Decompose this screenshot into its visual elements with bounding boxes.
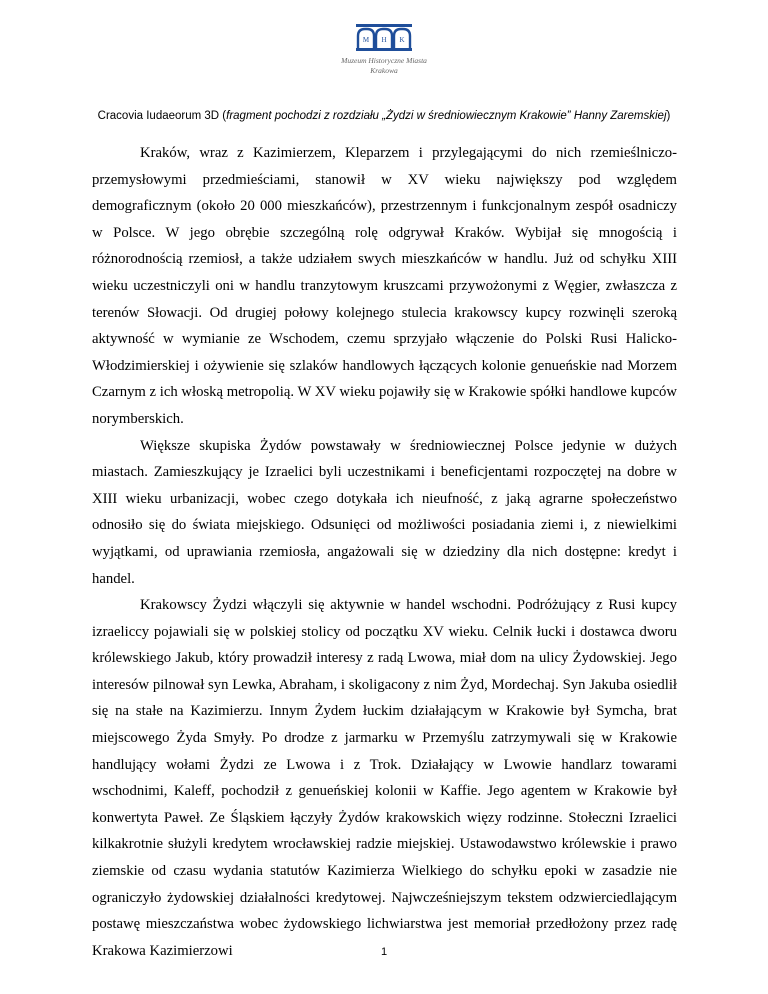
logo-letter-k: K	[399, 36, 405, 44]
source-italic: fragment pochodzi z rozdziału „Żydzi w średniowiecznym Krakowie” Hanny Zaremskiej	[226, 110, 667, 122]
museum-logo	[338, 20, 430, 76]
logo-letter-h: H	[381, 36, 387, 44]
paragraph-3: Krakowscy Żydzi włączyli się aktywnie w handel wschodni. Podróżujący z Rusi kupcy izraeliccy pojawiali się w polskiej stolicy od początku XV wieku. Celnik łucki i dostawca dworu królewskiego Jakub, który prowadził interesy z radą Lwowa, miał dom na ulicy Żydowskiej. Jego interesów pilnował syn Lewka, Abraham, i skoligacony z nim Żyd, Mordechaj. Syn Jakuba osiedlił się na stałe na Kazimierzu. Innym Żydem łuckim działającym w Krakowie był Symcha, brat miejscowego Żyda Smyły. Po drodze z jarmarku w Przemyślu zatrzymywali się w Krakowie handlujący wołami Żydzi ze Lwowa i z Trok. Działający w Lwowie handlarz towarami wschodnimi, Kaleff, pochodził z genueńskiej kolonii w Kaffie. Jego agentem w Krakowie był konwertyta Paweł. Ze Śląskiem łączyły Żydów krakowskich więzy rodzinne. Stołeczni Izraelici kilkakrotnie służyli kredytem wrocławskiej radzie miejskiej. Ustawodawstwo królewskie i prawo ziemskie od czasu wydania statutów Kazimierza Wielkiego do schyłku epoki w zasadzie nie ograniczyło żydowskiej działalności kredytowej. Najwcześniejszym tekstem odzwierciedlającym postawę mieszczaństwa wobec żydowskiego lichwiarstwa jest memoriał przedłożony przez radę Krakowa Kazimierzowi	[92, 597, 677, 959]
museum-logo-icon	[354, 20, 414, 56]
source-prefix: Cracovia Iudaeorum 3D (	[97, 110, 227, 122]
document-body	[92, 140, 677, 964]
logo-caption-line2: Krakowa	[370, 66, 398, 75]
source-suffix: )	[666, 110, 671, 122]
logo-letter-m: M	[362, 36, 370, 44]
logo-caption-line1: Muzeum Historyczne Miasta	[341, 56, 427, 65]
paragraph-1: Kraków, wraz z Kazimierzem, Kleparzem i przylegającymi do nich rzemieślniczo-przemysłowymi przedmieściami, stanowił w XV wieku największy pod względem demograficznym (około 20 000 mieszkańców), przestrzennym i funkcjonalnym zespół osadniczy w Polsce. W jego obrębie szczególną rolę odgrywał Kraków. Wybijał się mnogością i różnorodnością rzemiosł, a także udziałem swych mieszkańców w handlu. Już od schyłku XIII wieku uczestniczyli oni w handlu tranzytowym kruszcami przywożonymi z Węgier, zwłaszcza z terenów Słowacji. Od drugiej połowy kolejnego stulecia krakowscy kupcy rozwinęli szeroką aktywność w wymianie ze Wschodem, czemu sprzyjało włączenie do Polski Rusi Halicko-Włodzimierskiej i ożywienie się szlaków handlowych łączących kolonie genueńskie nad Morzem Czarnym z ich włoską metropolią. W XV wieku pojawiły się w Krakowie spółki handlowe kupców norymberskich.	[92, 145, 677, 427]
paragraph-2: Większe skupiska Żydów powstawały w średniowiecznej Polsce jedynie w dużych miastach. Zamieszkujący je Izraelici byli uczestnikami i beneficjentami rozpoczętej na dobre w XIII wieku urbanizacji, wobec czego dotykała ich nieufność, z jaką agrarne społeczeństwo odnosiło się do świata miejskiego. Odsunięci od możliwości posiadania ziemi i, z niewielkimi wyjątkami, od uprawiania rzemiosła, angażowali się w dziedziny dla nich dostępne: kredyt i handel.	[92, 437, 677, 587]
page-number: 1	[380, 946, 388, 958]
source-note	[0, 110, 768, 122]
